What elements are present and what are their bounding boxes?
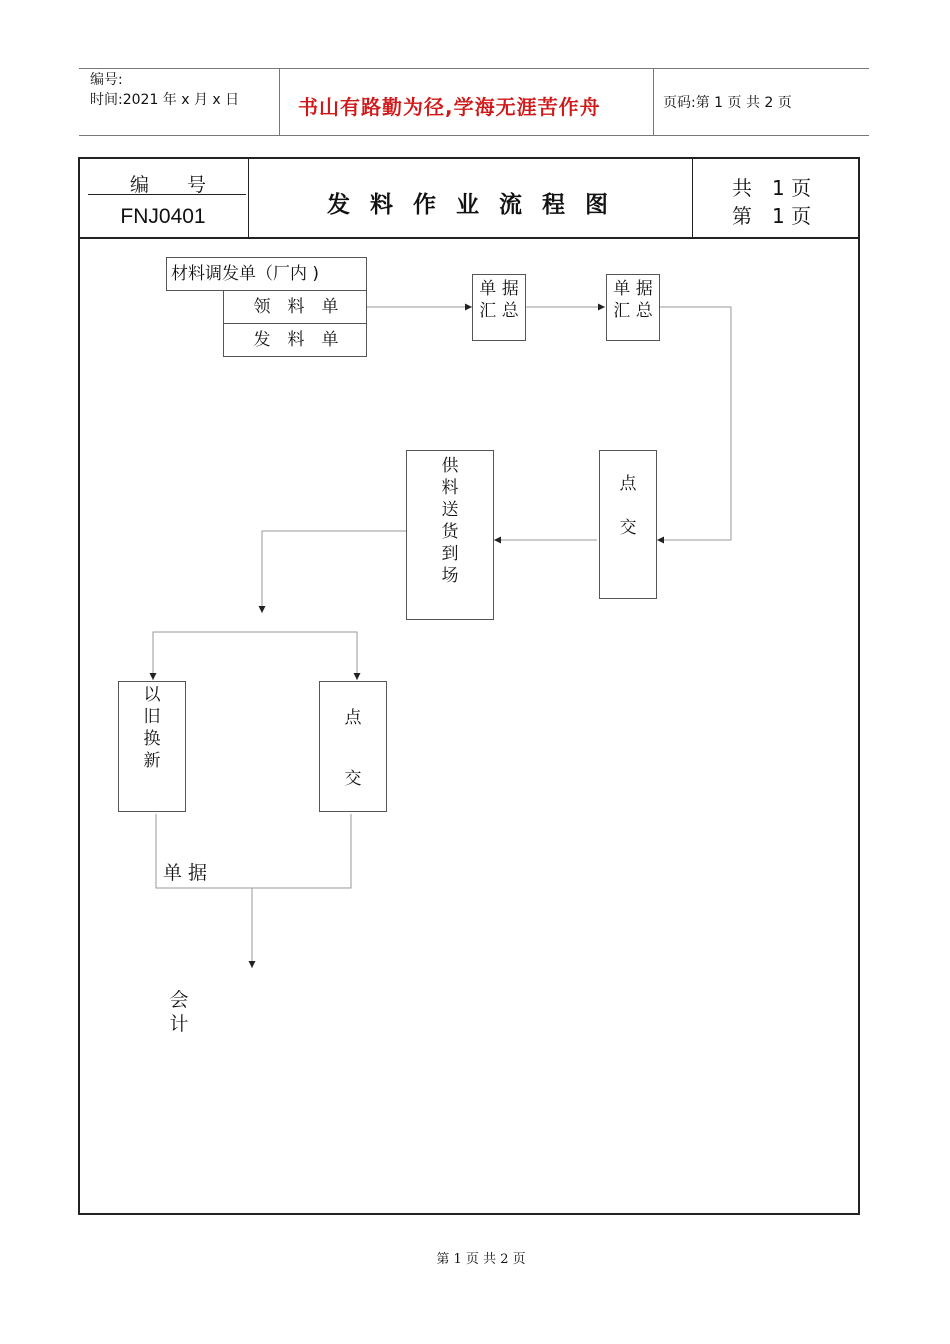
- exchange-label: [119, 684, 185, 772]
- exchange-char: 换: [143, 729, 161, 749]
- requisition-slip-label: 领 料 单: [253, 297, 339, 317]
- supply-label: [407, 455, 493, 587]
- total-pages: 共 1 页: [732, 176, 812, 200]
- accounting-char: 计: [169, 1013, 189, 1035]
- handover-line1: 点: [619, 474, 637, 494]
- current-page: 第 1 页: [732, 204, 812, 228]
- summary2-line1: 单 据: [613, 279, 653, 299]
- handover-box-2: [319, 681, 387, 812]
- summary-box-1: [472, 274, 526, 341]
- footer-page-number: 第 1 页 共 2 页: [436, 1252, 526, 1267]
- summary-box-2: [606, 274, 660, 341]
- exchange-char: 以: [143, 685, 161, 705]
- header-number-label: 编号:: [90, 72, 123, 88]
- handover-line2: 交: [619, 518, 637, 538]
- issue-slip-box: [223, 323, 367, 357]
- summary1-line1: 单 据: [479, 279, 519, 299]
- supply-char: 供: [441, 456, 459, 476]
- exchange-box: [118, 681, 186, 812]
- exchange-char: 旧: [143, 707, 161, 727]
- header-page-label: 页码:第 1 页 共 2 页: [663, 95, 792, 111]
- issue-slip-label: 发 料 单: [253, 330, 339, 350]
- arrow-summary2-to-handover: [657, 307, 731, 540]
- exchange-char: 新: [143, 751, 161, 771]
- handover-box: [599, 450, 657, 599]
- header-motto: 书山有路勤为径,学海无涯苦作舟: [298, 95, 601, 119]
- summary2-line2: 汇 总: [613, 301, 653, 321]
- transfer-slip-label: 材料调发单（厂内 ): [171, 264, 320, 284]
- handover2-line2: 交: [344, 769, 362, 789]
- summary1-line2: 汇 总: [479, 301, 519, 321]
- supply-char: 货: [441, 522, 459, 542]
- form-title: 发 料 作 业 流 程 图: [326, 192, 615, 218]
- transfer-slip-box: [166, 257, 367, 291]
- supply-char: 场: [441, 566, 459, 586]
- supply-box: [406, 450, 494, 620]
- handover2-line1: 点: [344, 708, 362, 728]
- supply-char: 料: [441, 478, 459, 498]
- documents-label: 单 据: [163, 862, 208, 884]
- requisition-slip-box: [223, 290, 367, 324]
- arrow-supply-down: [262, 531, 406, 613]
- header-time-label: 时间:2021 年 x 月 x 日: [90, 92, 240, 108]
- supply-char: 到: [441, 544, 459, 564]
- number-title: 编 号: [129, 174, 206, 196]
- split-line: [153, 632, 357, 680]
- accounting-char: 会: [169, 989, 189, 1011]
- number-value: FNJ0401: [120, 205, 206, 228]
- accounting-label: [166, 988, 192, 1036]
- supply-char: 送: [441, 500, 459, 520]
